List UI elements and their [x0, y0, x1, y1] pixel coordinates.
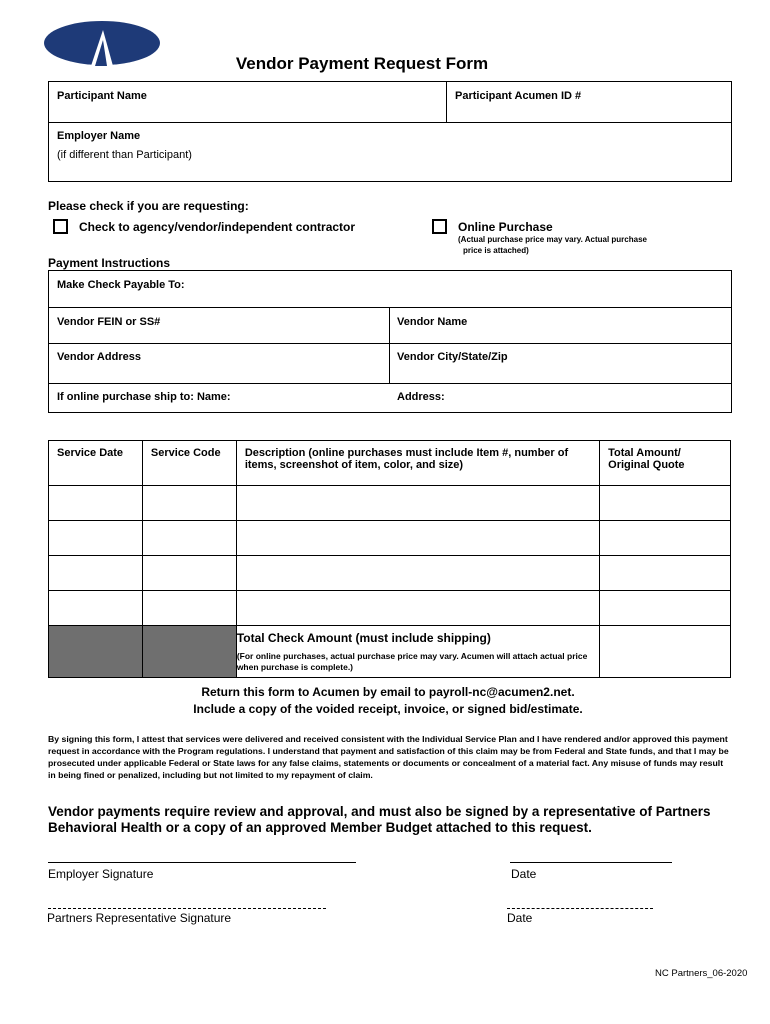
- approval-notice: Vendor payments require review and approval, and must also be signed by a representative of Partners Behavioral Health or a copy of an approved Member Budget attached to this request.: [48, 804, 711, 835]
- vendor-address-field[interactable]: Vendor Address: [57, 351, 141, 363]
- participant-box: [48, 81, 732, 182]
- col-service-code: Service Code: [142, 441, 236, 486]
- shaded-cell: [49, 626, 143, 678]
- payment-heading: Payment Instructions: [48, 256, 171, 270]
- employer-signature-line[interactable]: [48, 862, 356, 863]
- table-header-row: [49, 441, 731, 486]
- cell[interactable]: [600, 521, 731, 556]
- vendor-city-field[interactable]: Vendor City/State/Zip: [397, 351, 508, 363]
- employer-signature-label: Employer Signature: [48, 867, 154, 881]
- ship-address-field[interactable]: Address:: [397, 391, 445, 403]
- vendor-fein-field[interactable]: Vendor FEIN or SS#: [57, 316, 161, 328]
- date-label-2: Date: [507, 911, 533, 925]
- participant-id-field[interactable]: Participant Acumen ID #: [455, 90, 582, 102]
- participant-name-field[interactable]: Participant Name: [57, 90, 147, 102]
- partners-signature-line[interactable]: [48, 908, 326, 909]
- cell[interactable]: [236, 521, 599, 556]
- return-line-1: Return this form to Acumen by email to payroll-nc@acumen2.net.: [201, 685, 575, 699]
- total-amount-cell[interactable]: [600, 626, 731, 678]
- cell[interactable]: [49, 521, 143, 556]
- return-line-2: Include a copy of the voided receipt, invoice, or signed bid/estimate.: [193, 702, 583, 716]
- cell[interactable]: [49, 556, 143, 591]
- table-row: [49, 521, 731, 556]
- vendor-name-field[interactable]: Vendor Name: [397, 316, 468, 328]
- cell[interactable]: [600, 556, 731, 591]
- employer-note: (if different than Participant): [57, 149, 192, 161]
- check-vendor-label: Check to agency/vendor/independent contractor: [79, 220, 356, 234]
- date-line-2[interactable]: [507, 908, 653, 909]
- shaded-cell: [142, 626, 236, 678]
- col-total-amount: Total Amount/ Original Quote: [600, 441, 731, 486]
- cell[interactable]: [49, 591, 143, 626]
- total-note: (For online purchases, actual purchase price may vary. Acumen will attach actual price when purchase is complete.): [236, 651, 588, 672]
- payment-box: [48, 270, 732, 413]
- date-line-1[interactable]: [510, 862, 672, 863]
- cell[interactable]: [142, 556, 236, 591]
- cell[interactable]: [600, 591, 731, 626]
- total-label-cell: [236, 626, 599, 678]
- cell[interactable]: [49, 486, 143, 521]
- cell[interactable]: [142, 521, 236, 556]
- online-purchase-label: Online Purchase: [458, 220, 553, 234]
- request-heading: Please check if you are requesting:: [48, 199, 249, 213]
- online-purchase-note-1: (Actual purchase price may vary. Actual purchase: [458, 235, 647, 244]
- form-title: Vendor Payment Request Form: [235, 54, 489, 73]
- ship-name-field[interactable]: If online purchase ship to: Name:: [57, 391, 231, 403]
- payable-to-field[interactable]: Make Check Payable To:: [57, 279, 185, 291]
- cell[interactable]: [142, 591, 236, 626]
- col-service-date: Service Date: [49, 441, 143, 486]
- service-table: [48, 440, 731, 678]
- partners-signature-label: Partners Representative Signature: [47, 911, 232, 925]
- table-row: [49, 591, 731, 626]
- cell[interactable]: [236, 486, 599, 521]
- table-row: [49, 486, 731, 521]
- col-description: Description (online purchases must include Item #, number of items, screenshot of item, color, and size): [236, 441, 599, 486]
- total-row: [49, 626, 731, 678]
- total-label: Total Check Amount (must include shipping): [236, 631, 491, 645]
- attestation-text: By signing this form, I attest that services were delivered and received consistent with the Individual Service Plan and I have rendered and/or approved this payment request in accordance with the Program regulations. I understand that payment and satisfaction of this claim may be from Federal and State funds, and that I may be prosecuted under applicable Federal or State laws for any false claims, statements or documents or concealment of a material fact. Any misuse of funds may result in being fined or penalized, including but not limited to my repayment of claim.: [48, 734, 729, 780]
- check-vendor-checkbox[interactable]: [53, 219, 68, 234]
- cell[interactable]: [236, 591, 599, 626]
- employer-name-field[interactable]: Employer Name: [57, 130, 141, 142]
- cell[interactable]: [142, 486, 236, 521]
- date-label-1: Date: [511, 867, 537, 881]
- online-purchase-note-2: price is attached): [463, 246, 529, 255]
- table-row: [49, 556, 731, 591]
- footer-code: NC Partners_06-2020: [655, 968, 748, 979]
- cell[interactable]: [236, 556, 599, 591]
- cell[interactable]: [600, 486, 731, 521]
- online-purchase-checkbox[interactable]: [432, 219, 447, 234]
